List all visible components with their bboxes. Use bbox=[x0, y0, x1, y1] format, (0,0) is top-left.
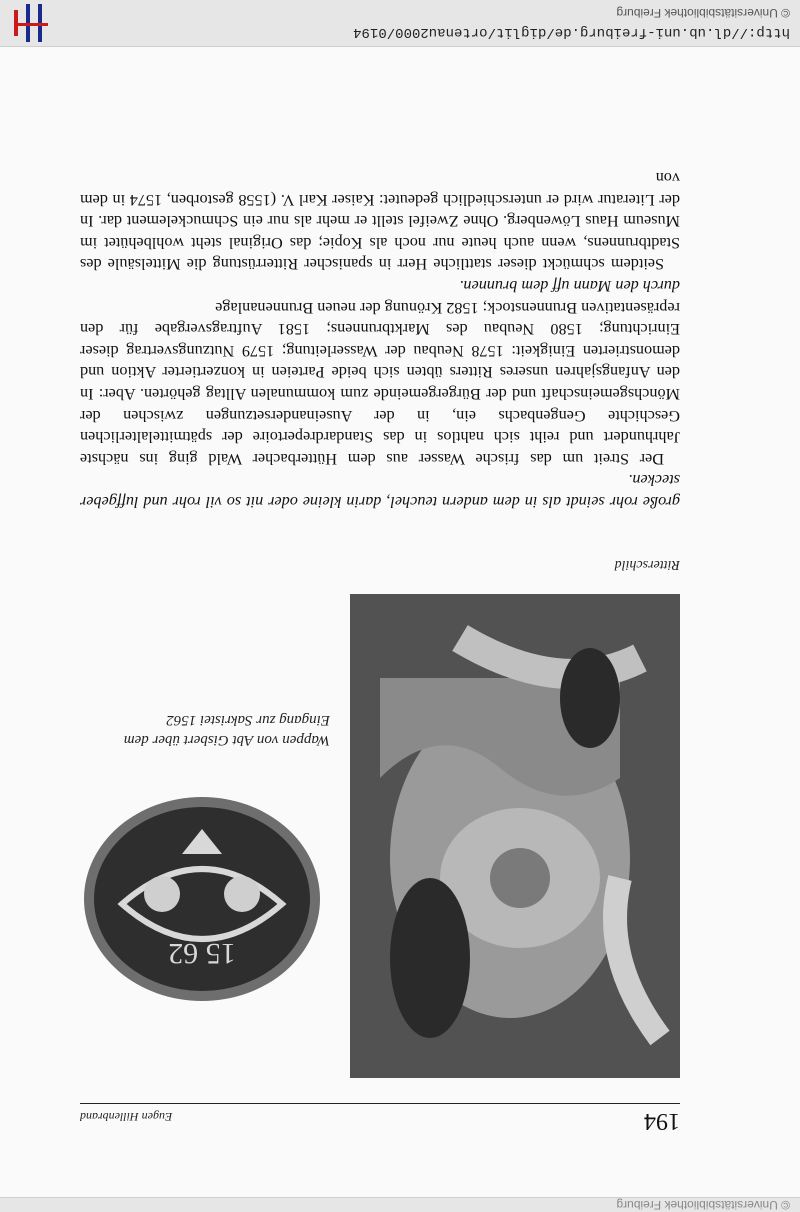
library-logo-icon bbox=[10, 4, 48, 42]
paragraph-1: Der Streit um das frische Wasser aus dem Hütterbacher Wald ging ins nächste Jahrhundert und reiht sich nahtlos in das Standardrepertoire der spätmittelalterlichen Geschichte Gengenbachs ein, in der Auseinandersetzungen zwischen der Mönchsgemeinschaft und der Bürgergemeinde zum kommunalen Alltag gehörten. Aber: In den Anfangsjahren unseres Ritters übten sich beide Parteien in konzertierter Aktion und demonstrierten Einigkeit: 1578 Neubau der Wasserleitung; 1579 Nutzungsvertrag dieser Einrichtung; 1580 Neubau des Marktbrunnens; 1581 Auftragsvergabe für den repräsentativen Brunnenstock; 1582 Krönung der neuen Brunnenanlage bbox=[80, 298, 680, 468]
paragraph-1-end: durch den Mann uff dem brunnen. bbox=[459, 277, 680, 296]
paragraph-2: Seitdem schmückt dieser stattliche Herr in spanischer Ritterrüstung die Mittelsäule des Stadtbrunnens, wenn auch heute nur noch als Kopie; das Original steht wohlbehütet im Museum Haus Löwenberg. Ohne Zweifel stellt er mehr als nur ein Schmuckelement dar. In der Literatur wird er unterschiedlich gedeutet: Kaiser Karl V. (1558 gestorben, 1574 in dem von bbox=[80, 169, 680, 274]
body-text bbox=[80, 167, 680, 513]
emblem-caption: Wappen von Abt Gisbert über dem Eingang zur Sakristei 1562 bbox=[123, 712, 330, 748]
copyright-top: © Universitätsbibliothek Freiburg bbox=[616, 1198, 790, 1212]
viewer-bottom-bar bbox=[0, 0, 800, 47]
photo-caption: Ritterschild bbox=[614, 557, 680, 572]
page-number: 194 bbox=[644, 1108, 680, 1134]
knight-sculpture-image bbox=[350, 594, 680, 1078]
viewer-top-bar bbox=[0, 1197, 800, 1212]
knight-shield-photo bbox=[350, 594, 680, 1078]
document-url[interactable]: http://dl.ub.uni-freiburg.de/diglit/ortenau2000/0194 bbox=[353, 24, 790, 40]
abbot-coat-of-arms-image bbox=[82, 794, 322, 1004]
running-header bbox=[80, 1103, 680, 1134]
quote-paragraph: große rohr seindt als in dem andern teuchel, darin kleine oder nit so vil rohr und luffgeber stecken. bbox=[80, 471, 680, 511]
emblem-year: 15 62 bbox=[168, 937, 236, 970]
running-author: Eugen Hillenbrand bbox=[80, 1110, 173, 1124]
copyright-bottom: © Universitätsbibliothek Freiburg bbox=[616, 6, 790, 20]
